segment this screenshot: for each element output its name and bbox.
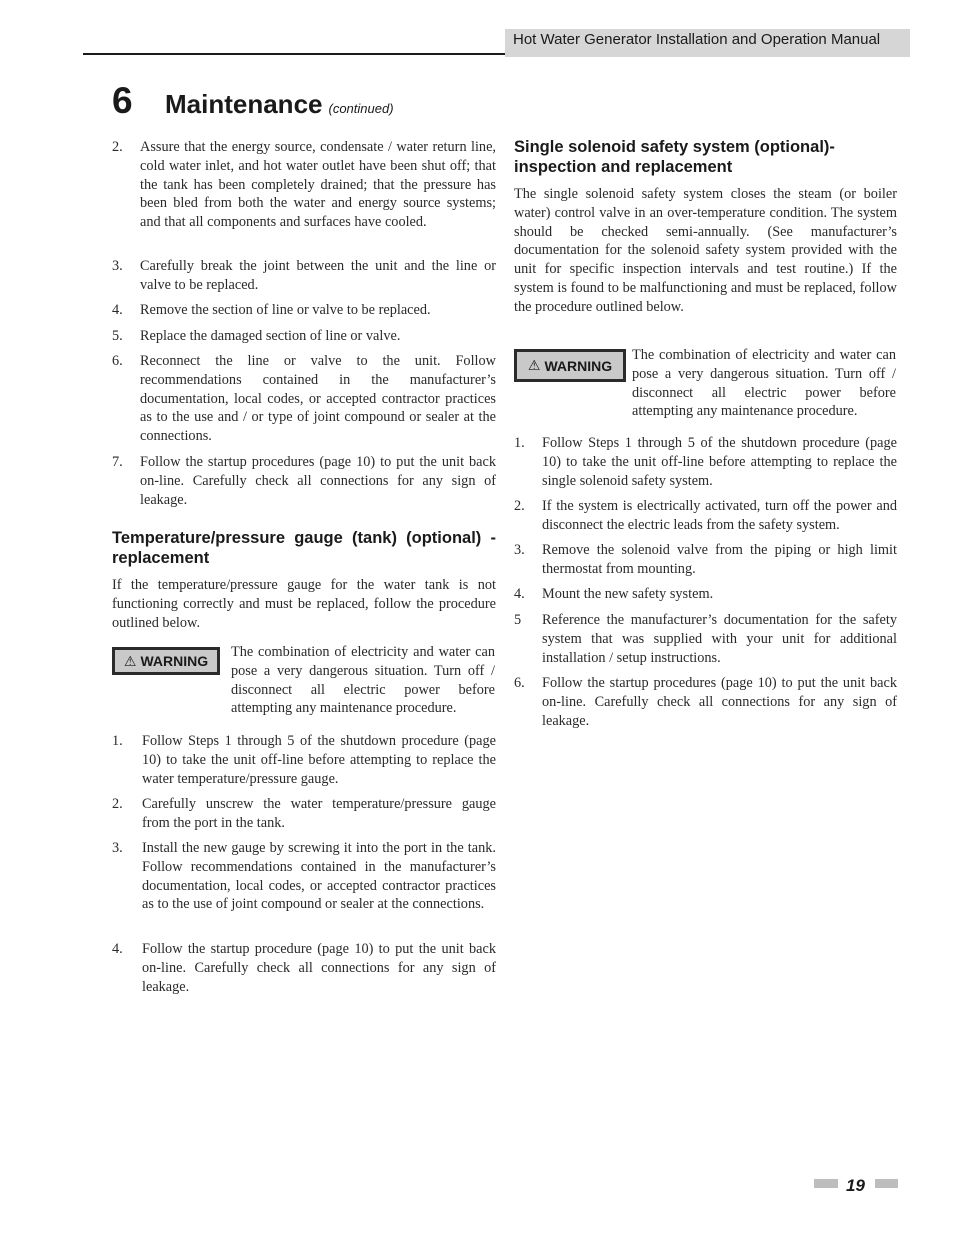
list-item: [112, 732, 496, 788]
section-number: 6: [112, 80, 133, 121]
list-number: 2.: [112, 139, 123, 155]
list-item: [514, 585, 897, 604]
list-item: [112, 138, 496, 232]
warning-text: The combination of electricity and water can pose a very dangerous situation. Turn off / disconnect all electric power before attempting any maintenance procedure.: [231, 644, 495, 717]
list-item: [514, 674, 897, 730]
list-number: 4.: [514, 586, 525, 602]
warning-triangle-icon: ⚠: [123, 652, 137, 669]
list-text: Follow Steps 1 through 5 of the shutdown procedure (page 10) to take the unit off-line before attempting to replace the single solenoid safety system.: [542, 435, 897, 489]
list-item: [514, 541, 897, 579]
list-number: 6.: [514, 675, 525, 691]
list-item: [112, 327, 496, 346]
warning-text-block: [231, 643, 495, 718]
footer-bar-right: [875, 1179, 898, 1188]
list-text: Follow the startup procedure (page 10) to put the unit back on-line. Carefully check all connections for any sign of leakage.: [142, 941, 496, 995]
warning-label: WARNING: [140, 653, 209, 669]
warning-triangle-icon: ⚠: [527, 357, 541, 373]
list-text: Remove the solenoid valve from the piping or high limit thermostat from mounting.: [542, 542, 897, 577]
warning-badge-inner: [115, 650, 217, 672]
section-continued: (continued): [328, 101, 394, 116]
list-text: Carefully unscrew the water temperature/pressure gauge from the port in the tank.: [142, 796, 496, 831]
warning-badge: [112, 647, 220, 675]
warning-badge: [514, 349, 626, 382]
intro-paragraph: [112, 576, 496, 632]
list-number: 3.: [112, 258, 123, 274]
subhead-text: Single solenoid safety system (optional)-inspection and replacement: [514, 138, 835, 176]
subsection-heading: [514, 137, 897, 177]
list-text: Follow Steps 1 through 5 of the shutdown procedure (page 10) to take the unit off-line before attempting to replace the water temperature/pressure gauge.: [142, 733, 496, 787]
list-text: Mount the new safety system.: [542, 586, 714, 602]
list-text: Follow the startup procedures (page 10) to put the unit back on-line. Carefully check all connections for any sign of leakage.: [140, 454, 496, 508]
list-text: Replace the damaged section of line or valve.: [140, 328, 401, 344]
list-number: 2.: [514, 498, 525, 514]
header-rule: [83, 53, 506, 55]
list-number: 5.: [112, 328, 123, 344]
page-number: 19: [846, 1176, 865, 1195]
list-item: [514, 611, 897, 667]
intro-text: The single solenoid safety system closes the steam (or boiler water) control valve in an over-temperature condition. The system should be checked semi-annually. (See manufacturer’s documentation for the solenoid safety system provided with the unit for specific inspection intervals and test routine.) If the system is found to be malfunctioning and must be replaced, follow the procedure outlined below.: [514, 186, 897, 315]
list-item: [112, 795, 496, 833]
list-item: [112, 352, 496, 446]
section-title: [165, 89, 394, 120]
intro-text: If the temperature/pressure gauge for the water tank is not functioning correctly and must be replaced, follow the procedure outlined below.: [112, 577, 496, 631]
warning-text-block: [632, 346, 896, 421]
list-item: [112, 940, 496, 996]
list-number: 4.: [112, 302, 123, 318]
section-title-text: Maintenance: [165, 89, 323, 119]
list-number: 3.: [514, 542, 525, 558]
list-text: Reconnect the line or valve to the unit. Follow recommendations contained in the manufacturer’s documentation, local codes, or accepted contractor practices as to the use and / or type of joint compound or sealer at the connections.: [140, 353, 496, 445]
list-text: Follow the startup procedures (page 10) to put the unit back on-line. Carefully check all connections for any sign of leakage.: [542, 675, 897, 729]
list-number: 3.: [112, 840, 123, 856]
list-text: If the system is electrically activated, turn off the power and disconnect the electric leads from the safety system.: [542, 498, 897, 533]
list-number: 7.: [112, 454, 123, 470]
footer-bar-left: [814, 1179, 838, 1188]
list-number: 1.: [514, 435, 525, 451]
list-item: [112, 453, 496, 509]
list-text: Install the new gauge by screwing it into the port in the tank. Follow recommendations contained in the manufacturer’s documentation, local codes, or accepted contractor practices as to the use of joint compound or sealer at the connections.: [142, 840, 496, 913]
list-text: Assure that the energy source, condensate / water return line, cold water inlet, and hot water outlet have been shut off; that the tank has been completely drained; that the pressure has been bled from both the water and energy source systems; and that all components and surfaces have cooled.: [140, 139, 496, 231]
warning-text: The combination of electricity and water can pose a very dangerous situation. Turn off / disconnect all electric power before attempting any maintenance procedure.: [632, 347, 896, 420]
list-item: [514, 497, 897, 535]
list-item: [112, 839, 496, 914]
list-number: 5: [514, 612, 522, 628]
list-item: [112, 257, 496, 295]
list-item: [112, 301, 496, 320]
list-number: 6.: [112, 353, 123, 369]
list-number: 2.: [112, 796, 123, 812]
list-item: [514, 434, 897, 490]
list-text: Reference the manufacturer’s documentation for the safety system that was supplied with your unit for additional installation / setup instructions.: [542, 612, 897, 666]
subhead-text: Temperature/pressure gauge (tank) (optional) - replacement: [112, 529, 496, 567]
list-text: Remove the section of line or valve to be replaced.: [140, 302, 431, 318]
warning-badge-inner: [517, 352, 623, 379]
subsection-heading: [112, 528, 496, 568]
list-number: 1.: [112, 733, 123, 749]
manual-title: Hot Water Generator Installation and Operation Manual: [513, 31, 881, 48]
list-number: 4.: [112, 941, 123, 957]
list-text: Carefully break the joint between the unit and the line or valve to be replaced.: [140, 258, 496, 293]
intro-paragraph: [514, 185, 897, 317]
warning-label: WARNING: [544, 357, 613, 374]
